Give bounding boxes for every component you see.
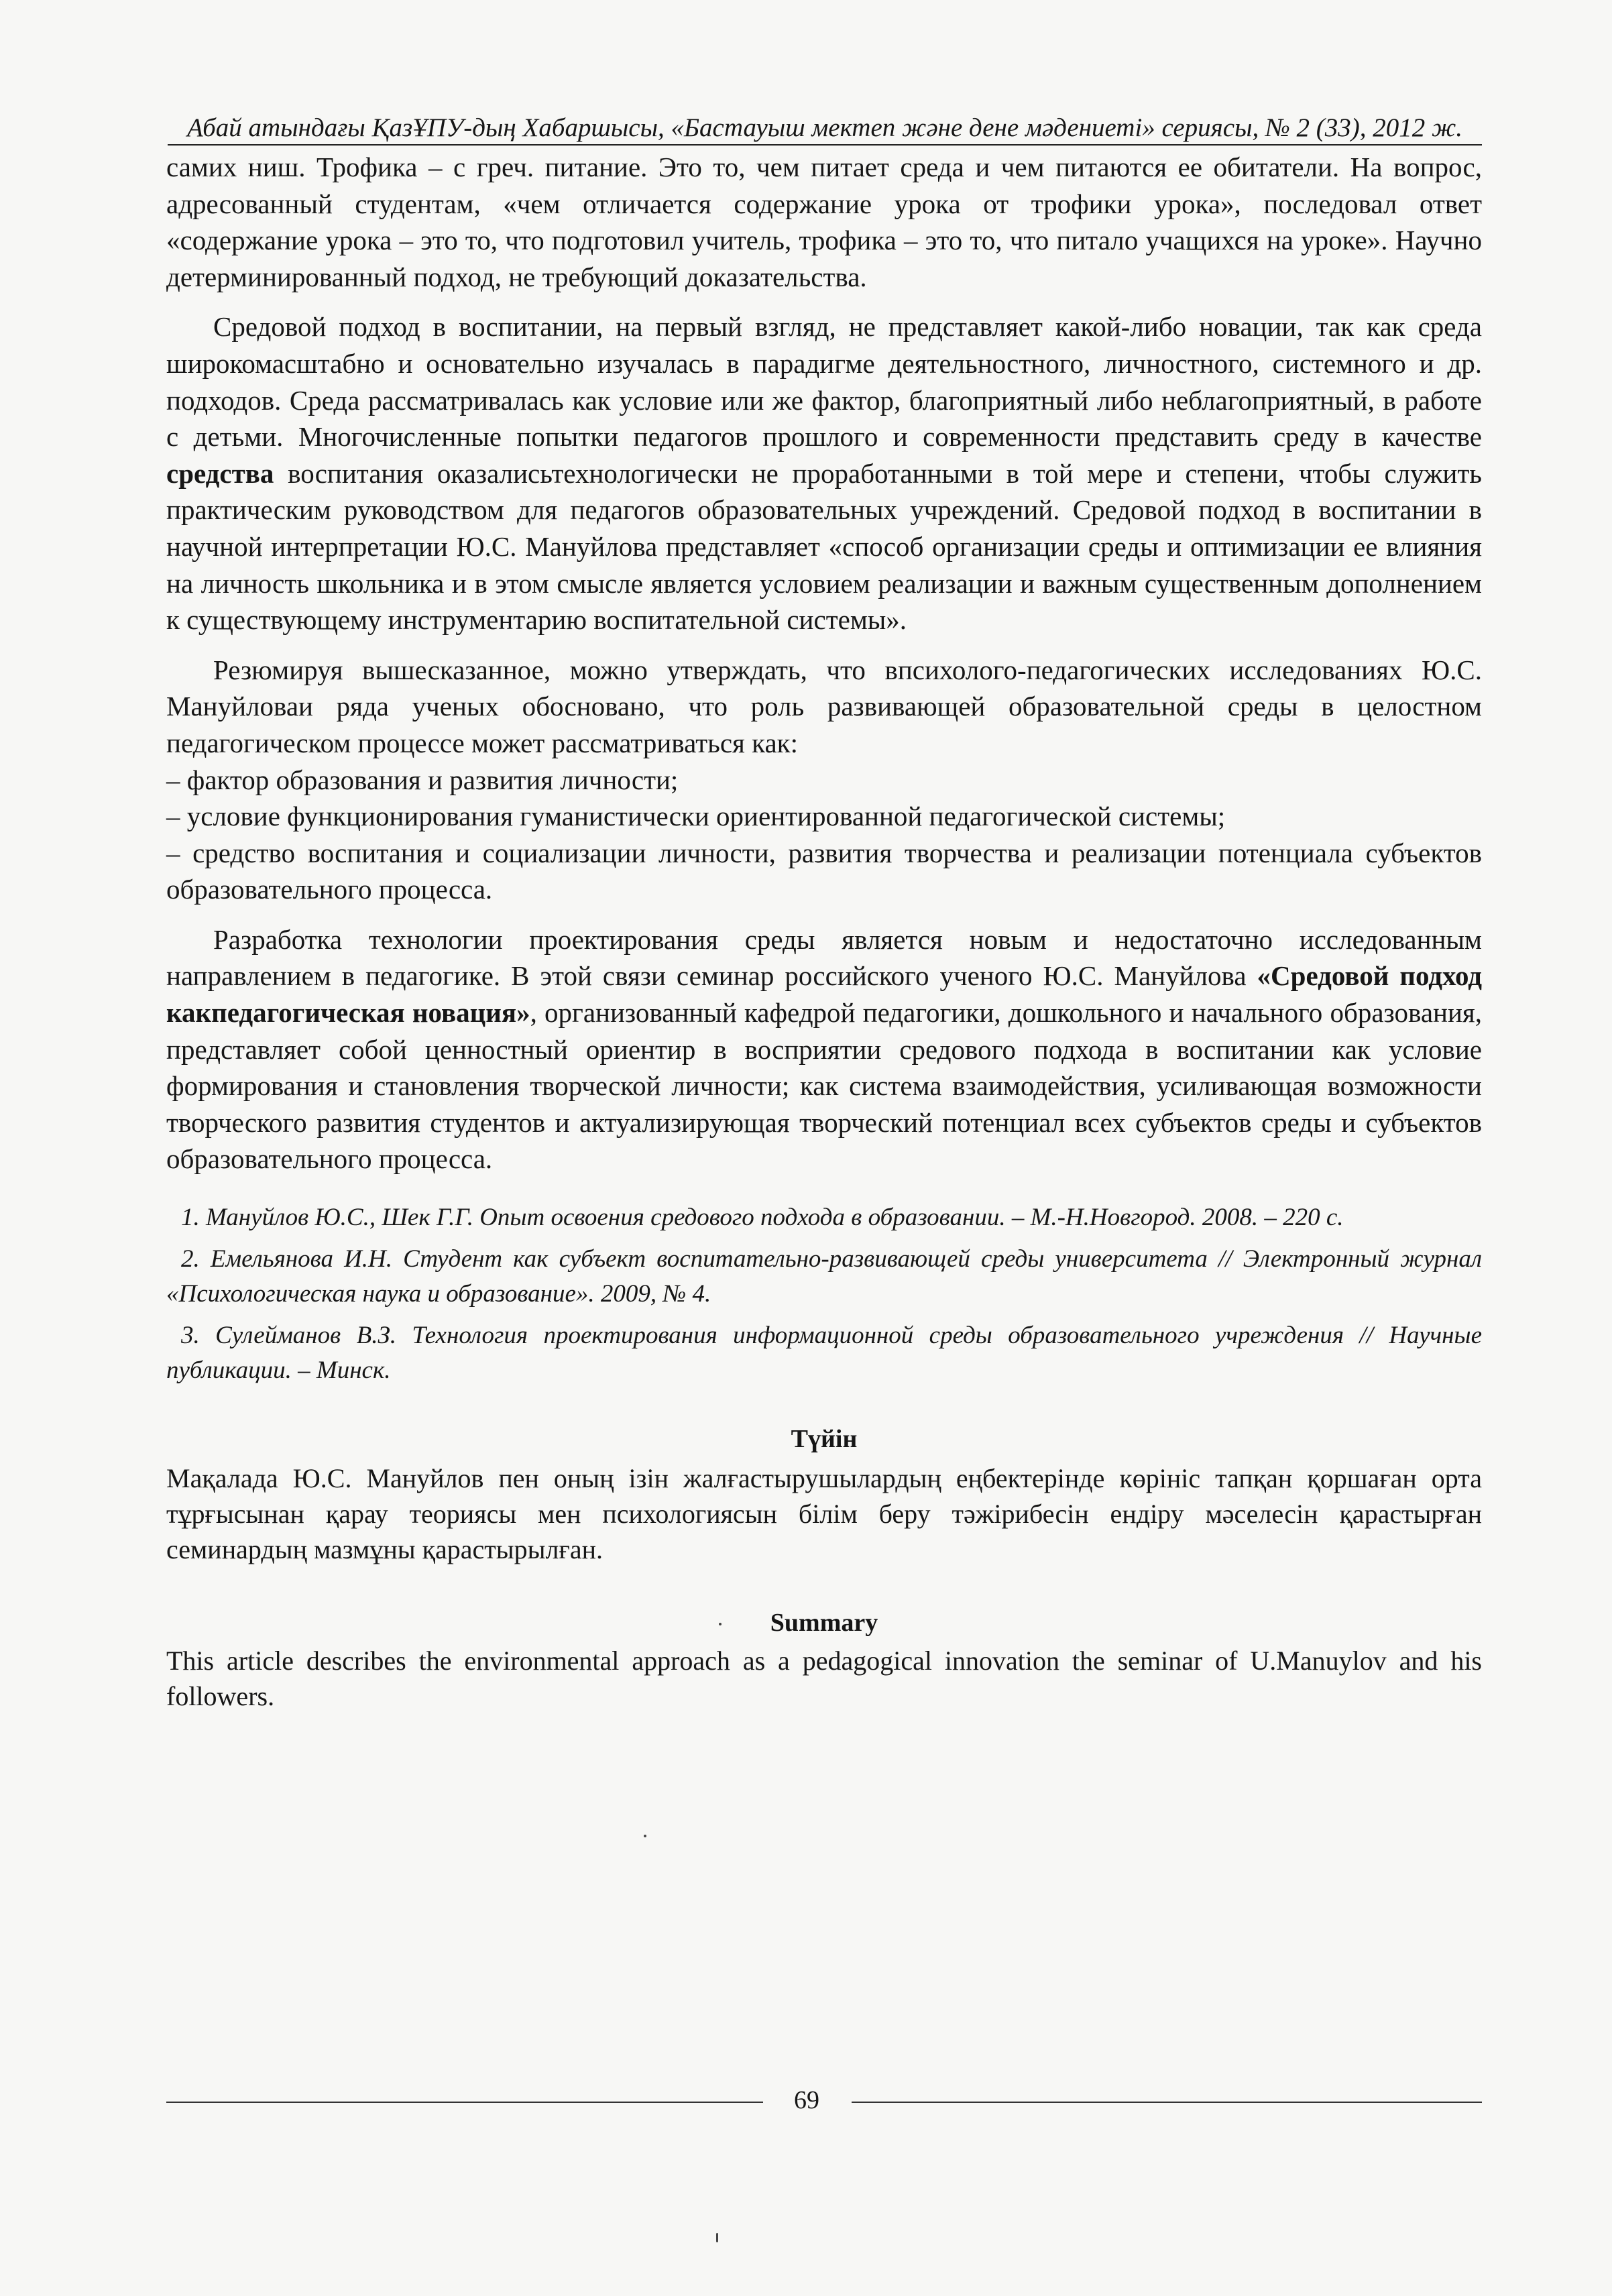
footer-rule-left	[166, 2102, 763, 2103]
summary-title: Summary	[770, 1609, 878, 1637]
reference-item: 1. Мануйлов Ю.С., Шек Г.Г. Опыт освоения средового подхода в образовании. – М.-Н.Новгород. 2008. – 220 с.	[181, 1204, 1344, 1231]
journal-header: Абай атындағы ҚазҰПУ-дың Хабаршысы, «Бастауыш мектеп және дене мәдениеті» сериясы, № 2 (33), 2012 ж.	[168, 113, 1482, 146]
summary-text: This article describes the environmental approach as a pedagogical innovation the seminar of U.Manuylov and his followers.	[166, 1646, 1482, 1711]
tuyin-text: Мақалада Ю.С. Мануйлов пен оның ізін жалғастырушылардың еңбектерінде көрініс тапқан қоршаған орта тұрғысынан қарау теориясы мен психологиясын білім беру тәжірибесін ендіру мәселесін қарастырған семинардың мазмұны қарастырылған.	[166, 1463, 1482, 1564]
paragraph-4-text-b: , организованный кафедрой педагогики, дошкольного и начального образования, представляет собой ценностный ориентир в восприятии средового подхода в воспитании как условие формирования и становления творческой личности; как система взаимодействия, усиливающая возможности творческого развития студентов и актуализирующая творческий потенциал всех субъектов среды и субъектов образовательного процесса.	[166, 997, 1483, 1175]
article-body	[166, 149, 1482, 1178]
reference-item: 3. Сулейманов В.З. Технология проектирования информационной среды образовательного учреждения // Научные публикации. – Минск.	[166, 1322, 1482, 1384]
paragraph-4-bold: «Средовой подход какпедагогическая новация»	[166, 960, 1482, 1029]
paragraph-1: самих ниш. Трофика – с греч. питание. Это то, чем питает среда и чем питаются ее обитатели. На вопрос, адресованный студентам, «чем отличается содержание урока от трофики урока», последовал ответ «содержание урока – это то, что подготовил учитель, трофика – это то, что питало учащихся на уроке». Научно детерминированный подход, не требующий доказательства.	[166, 152, 1482, 292]
list-item: – фактор образования и развития личности;	[166, 764, 679, 795]
paragraph-4	[166, 921, 1482, 1178]
scan-speck	[644, 1835, 646, 1837]
footer-rule-right	[852, 2102, 1482, 2103]
paragraph-2	[166, 308, 1482, 638]
scan-speck	[716, 2233, 718, 2242]
paragraph-2-text-a: Средовой подход в воспитании, на первый взгляд, не представляет какой-либо новации, так как среда широкомасштабно и основательно изучалась в парадигме деятельностного, личностного, системного и др. подходов. Среда рассматривалась как условие или же фактор, благоприятный либо неблагоприятный, в работе с детьми. Многочисленные попытки педагогов прошлого и современности представить среду в качестве	[166, 311, 1482, 453]
paragraph-3: Резюмируя вышесказанное, можно утверждать, что впсихолого-педагогических исследованиях Ю.С. Мануйловаи ряда ученых обосновано, что роль развивающей образовательной среды в целостном педагогическом процессе может рассматриваться как:	[166, 654, 1482, 758]
list-item: – средство воспитания и социализации личности, развития творчества и реализации потенциала субъектов образовательного процесса.	[166, 837, 1482, 905]
list-item: – условие функционирования гуманистически ориентированной педагогической системы;	[166, 801, 1226, 832]
page-number: 69	[794, 2086, 819, 2114]
paragraph-2-bold: средства	[166, 457, 274, 489]
paragraph-4-text-a: Разработка технологии проектирования среды является новым и недостаточно исследованным направлением в педагогике. В этой связи семинар российского ученого Ю.С. Мануйлова	[166, 923, 1482, 992]
scan-speck	[719, 1623, 722, 1625]
paragraph-2-text-b: воспитания оказалисьтехнологически не проработанными в той мере и степени, чтобы служить практическим руководством для педагогов образовательных учреждений. Средовой подход в воспитании в научной интерпретации Ю.С. Мануйлова представляет «способ организации среды и оптимизации ее влияния на личность школьника и в этом смысле является условием реализации и важным существенным дополнением к существующему инструментарию воспитательной системы».	[166, 457, 1482, 636]
tuyin-title: Түйін	[791, 1425, 858, 1453]
references	[166, 1200, 1482, 1395]
reference-item: 2. Емельянова И.Н. Студент как субъект воспитательно-развивающей среды университета // Электронный журнал «Психологическая наука и образование». 2009, № 4.	[166, 1245, 1482, 1308]
